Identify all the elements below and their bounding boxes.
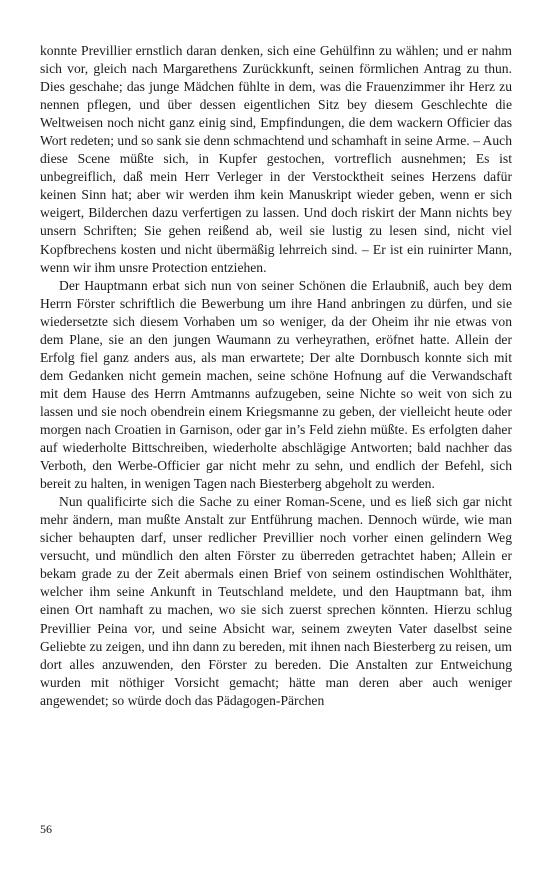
paragraph-1: konnte Previllier ernstlich daran denken, sich eine Gehülfinn zu wählen; und er nahm sich vor, gleich nach Margarethens Zurückkunft, seinen förmlichen Antrag zu thun. Dies geschahe; das junge Mädchen fühlte in dem, was die Frauenzimmer ihr Herz zu nennen pflegen, und über dessen eigentlichen Sitz bey diesem Geschlechte die Weltweisen noch nicht ganz einig sind, Empfindungen, die dem wackern Officier das Wort redeten; und so sank sie denn schmachtend und schamhaft in seine Arme. – Auch diese Scene müßte sich, in Kupfer gestochen, vortreflich ausnehmen; Es ist unbegreiflich, daß mein Herr Verleger in der Verstocktheit seines Herzens dafür keinen Sinn hat; aber wir werden ihm kein Manuskript wieder geben, wenn er sich weigert, Bilderchen dazu verfertigen zu lassen. Und doch riskirt der Mann nichts bey unsern Schriften; Sie gehen reißend ab, weil sie lustig zu lesen sind, nicht viel Kopfbrechens kosten und nicht übermäßig lehrreich sind. – Er ist ein ruinirter Mann, wenn wir ihm unsre Protection entziehen.: [40, 43, 512, 275]
page-number: 56: [40, 822, 52, 836]
paragraph-3: Nun qualificirte sich die Sache zu einer Roman-Scene, und es ließ sich gar nicht mehr ändern, man mußte Anstalt zur Entführung machen. Dennoch würde, wie man sicher behaupten darf, unser redlicher Previllier noch vorher einen gelindern Weg versucht, und mündlich den alten Förster zu überreden getrachtet haben; Allein er bekam grade zu der Zeit abermals einen Brief von seinem ostindischen Wohlthäter, welcher ihm seine Ankunft in Teutschland meldete, und den Hauptmann bat, ihm einen Ort namhaft zu machen, wo sie sich zuerst sprechen könnten. Hierzu schlug Previllier Peina vor, und seine Absicht war, seinem zweyten Vater daselbst seine Geliebte zu zeigen, und ihn dann zu bereden, mit ihnen nach Biesterberg zu reisen, um dort alles anzuwenden, den Förster zu bereden. Die Anstalten zur Entweichung wurden mit nöthiger Vorsicht gemacht; hätte man deren aber auch weniger angewendet; so würde doch das Pädagogen-Pärchen: [40, 494, 512, 708]
paragraph-2: Der Hauptmann erbat sich nun von seiner Schönen die Erlaubniß, auch bey dem Herrn Förster schriftlich die Bewerbung um ihre Hand anbringen zu dürfen, und sie wiedersetzte sich diesem Vorhaben um so weniger, da der Oheim ihr nie etwas von dem Plane, sie an den jungen Waumann zu verheyrathen, eröfnet hatte. Allein der Erfolg fiel ganz anders aus, als man erwartete; Der alte Dornbusch konnte sich mit dem Gedanken nicht gemein machen, seine schöne Hofnung auf die Verwandschaft mit dem Hause des Herrn Amtmanns aufzugeben, seine Nichte so weit von sich zu lassen und sie noch obendrein einem Kriegsmanne zu geben, der vielleicht heute oder morgen nach Croatien in Garnison, oder gar in’s Feld ziehn müßte. Es erfolgten daher auf wiederholte Bittschreiben, wiederholte abschlägige Antworten; bald nachher das Verboth, den Werbe-Officier gar nicht mehr zu sehn, und endlich der Befehl, sich bereit zu halten, in wenigen Tagen nach Biesterberg abgeholt zu werden.: [40, 277, 512, 492]
body-text: [40, 42, 512, 710]
